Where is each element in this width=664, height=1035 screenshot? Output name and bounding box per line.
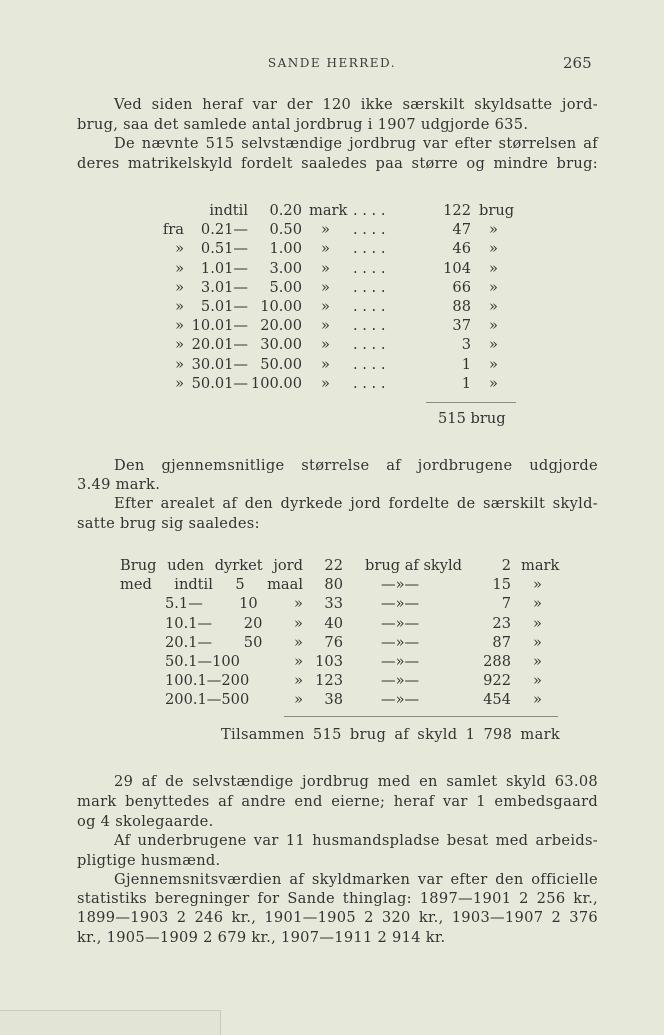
table2-cell-value: 922 [483,672,511,690]
table1-cell-prefix: » [175,298,184,315]
table1-cell-unit: » [321,221,330,239]
table1-cell-unit2: » [489,221,498,239]
table2-cell-label: 10.1— 20 » [165,614,303,632]
table1-cell-from: 0.21— [200,221,248,239]
table1-cell-from: 3.01— [200,278,248,296]
table2-cell-label: Brug uden dyrket jord [120,557,303,574]
table2-cell-unit: » [533,633,542,651]
table1-cell-prefix: » [175,240,184,258]
table1-cell-from: 10.01— [191,317,248,335]
table1-cell-count: 3 [461,336,471,354]
para3-line-2: 3.49 mark. [77,476,161,493]
table2-cell-unit: mark [521,557,560,574]
para5-line-3: og 4 skolegaarde. [77,813,214,830]
table1-cell-prefix: » [175,374,184,392]
table2-cell-count: 123 [315,672,343,690]
table1-cell-unit2: » [489,298,498,315]
table1-cell-to: 100.00 [250,374,302,392]
table1-cell-from: 30.01— [191,355,248,373]
para7-line-3: 1899—1903 2 246 kr., 1901—1905 2 320 kr., 1903—1907 2 376 [77,909,598,926]
para6-line-2: pligtige husmænd. [77,852,221,869]
table1-cell-to: 20.00 [260,317,302,335]
para5-line-1: 29 af de selvstændige jordbrug med en samlet skyld 63.08 [114,773,598,790]
page-number: 265 [563,54,592,72]
page-edge [0,1010,221,1035]
table1-cell-dots: . . . . [353,278,386,296]
table1-cell-to: 3.00 [269,259,302,277]
table2-cell-value: 288 [483,653,511,670]
table1-cell-count: 46 [452,240,471,258]
table1-cell-from: 5.01— [200,298,248,315]
table1-cell-prefix: » [175,278,184,296]
table2-sum-rule [284,716,558,717]
table1-cell-dots: . . . . [353,374,386,392]
table1-cell-unit2: » [489,317,498,335]
para4-line-1: Efter arealet af den dyrkede jord fordelte de særskilt skyld- [114,495,598,512]
table2-cell-value: 2 [501,557,511,574]
table2-cell-label: 100.1—200 » [165,672,303,690]
table1-cell-unit: » [321,240,330,258]
table1-cell-unit2: » [489,355,498,373]
table1-cell-count: 37 [452,317,471,335]
table1-cell-from: indtil [209,202,248,219]
para1-line-2: brug, saa det samlede antal jordbrug i 1907 udgjorde 635. [77,116,529,133]
table1-cell-unit2: » [489,374,498,392]
table1-cell-dots: . . . . [353,240,386,258]
table1-cell-count: 47 [452,221,471,239]
table2-cell-unit: » [533,691,542,709]
table2-total: Tilsammen 515 brug af skyld 1 798 mark [221,726,560,743]
table1-cell-to: 10.00 [260,298,302,315]
table1-cell-dots: . . . . [353,355,386,373]
table2-cell-value: 7 [501,595,511,613]
table1-cell-unit: » [321,278,330,296]
table1-cell-to: 0.50 [269,221,302,239]
table1-cell-unit: mark [309,202,348,219]
table2-cell-count: 22 [324,557,343,574]
table1-cell-count: 66 [452,278,471,296]
table1-cell-to: 30.00 [260,336,302,354]
table2-cell-count: 76 [324,633,343,651]
table2-cell-unit: » [533,576,542,594]
table2-cell-mid: —»— [381,672,420,690]
table1-cell-count: 1 [461,355,471,373]
table1-cell-count: 122 [443,202,471,219]
para7-line-1: Gjennemsnitsværdien af skyldmarken var efter den officielle [114,871,598,888]
table1-cell-dots: . . . . [353,298,386,315]
table1-cell-unit: » [321,259,330,277]
table1-cell-unit: » [321,317,330,335]
para3-line-1: Den gjennemsnitlige størrelse af jordbrugene udgjorde [114,457,598,474]
table1-cell-to: 50.00 [260,355,302,373]
table2-cell-count: 80 [324,576,343,594]
table1-cell-unit: » [321,336,330,354]
table2-cell-label: 20.1— 50 » [165,633,303,651]
para5-line-2: mark benyttedes af andre end eierne; heraf var 1 embedsgaard [77,793,598,810]
table1-sum-rule [426,402,516,403]
table1-cell-unit2: » [489,259,498,277]
table1-cell-prefix: » [175,355,184,373]
table2-cell-count: 38 [324,691,343,709]
table1-cell-count: 1 [461,374,471,392]
table1-cell-unit2: » [489,240,498,258]
table2-cell-value: 454 [483,691,511,709]
table1-cell-dots: . . . . [353,336,386,354]
para7-line-2: statistiks beregninger for Sande thinglag: 1897—1901 2 256 kr., [77,890,598,907]
table1-cell-from: 20.01— [191,336,248,354]
running-header-title: SANDE HERRED. [267,56,397,70]
para2-line-1: De nævnte 515 selvstændige jordbrug var efter størrelsen af [114,135,598,152]
table2-cell-value: 15 [492,576,511,594]
table2-cell-mid: brug af skyld [365,557,463,574]
table2-cell-mid: —»— [381,576,420,594]
table2-cell-value: 87 [492,633,511,651]
para6-line-1: Af underbrugene var 11 husmandspladse besat med arbeids- [114,832,598,849]
table2-cell-label: 5.1— 10 » [165,595,303,613]
table1-cell-prefix: fra [162,221,184,239]
table2-cell-value: 23 [492,614,511,632]
table2-cell-label: 50.1—100 » [165,653,303,670]
table1-cell-unit: » [321,374,330,392]
table1-cell-from: 50.01— [191,374,248,392]
para2-line-2: deres matrikelskyld fordelt saaledes paa større og mindre brug: [77,155,598,172]
table1-cell-to: 0.20 [269,202,302,219]
table2-cell-count: 103 [315,653,343,670]
table1-cell-prefix: » [175,317,184,335]
table1-cell-dots: . . . . [353,202,386,219]
table1-cell-prefix: » [175,336,184,354]
table2-cell-mid: —»— [381,614,420,632]
table1-cell-from: 0.51— [200,240,248,258]
table2-cell-label: 200.1—500 » [165,691,303,709]
table1-cell-unit: » [321,355,330,373]
table1-cell-to: 1.00 [269,240,302,258]
table1-cell-dots: . . . . [353,259,386,277]
table1-cell-unit2: brug [479,202,515,219]
table2-cell-unit: » [533,672,542,690]
table1-cell-unit2: » [489,336,498,354]
table1-cell-dots: . . . . [353,221,386,239]
para7-line-4: kr., 1905—1909 2 679 kr., 1907—1911 2 914 kr. [77,929,446,946]
table2-cell-mid: —»— [381,653,420,670]
table2-cell-mid: —»— [381,691,420,709]
para4-line-2: satte brug sig saaledes: [77,515,260,532]
table1-cell-from: 1.01— [200,259,248,277]
table2-cell-mid: —»— [381,633,420,651]
table1-cell-unit: » [321,298,330,315]
table2-cell-mid: —»— [381,595,420,613]
table2-cell-unit: » [533,653,542,670]
table1-cell-count: 88 [452,298,471,315]
table1-cell-count: 104 [443,259,471,277]
table1-cell-dots: . . . . [353,317,386,335]
table1-cell-to: 5.00 [269,278,302,296]
table1-cell-prefix: » [175,259,184,277]
table2-cell-label: med indtil 5 maal [120,576,303,594]
table1-cell-unit2: » [489,278,498,296]
para1-line-1: Ved siden heraf var der 120 ikke særskilt skyldsatte jord- [114,96,598,113]
table2-cell-count: 33 [324,595,343,613]
table1-total: 515 brug [438,410,506,427]
table2-cell-unit: » [533,595,542,613]
table2-cell-count: 40 [324,614,343,632]
table2-cell-unit: » [533,614,542,632]
